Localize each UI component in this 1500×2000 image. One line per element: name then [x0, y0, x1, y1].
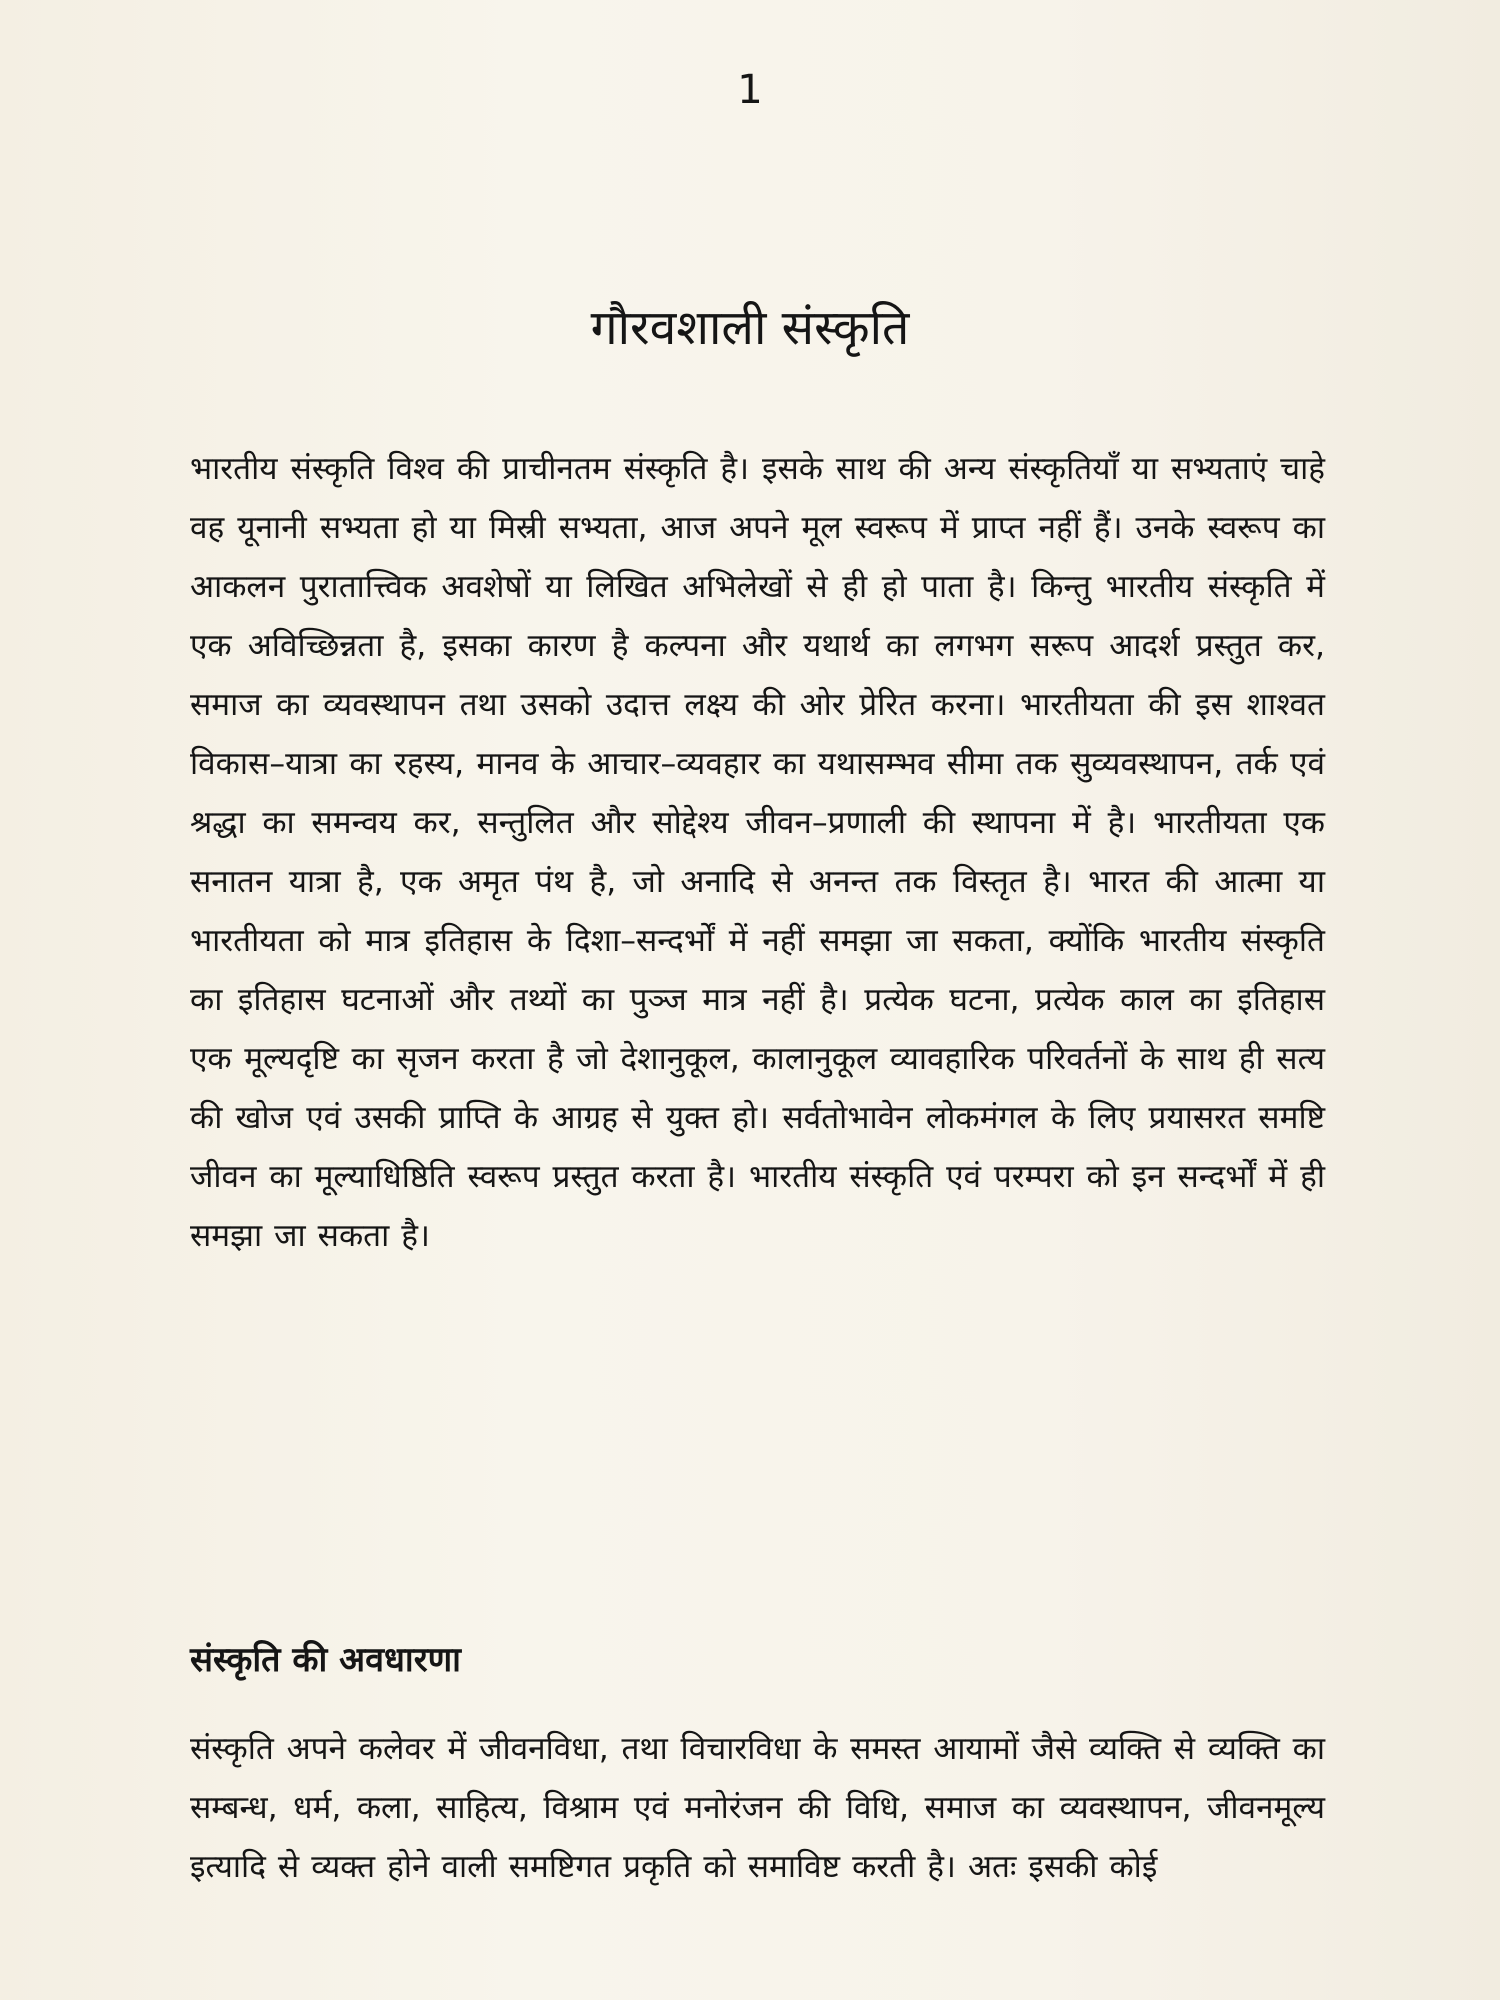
- section-heading: संस्कृति की अवधारणा: [190, 1640, 461, 1680]
- chapter-number: 1: [737, 67, 763, 113]
- body-paragraph-1: भारतीय संस्कृति विश्व की प्राचीनतम संस्कृति है। इसके साथ की अन्य संस्कृतियाँ या सभ्यताएं चाहे वह यूनानी सभ्यता हो या मिस्री सभ्यता, आज अपने मूल स्वरूप में प्राप्त नहीं हैं। उनके स्वरूप का आकलन पुरातात्त्विक अवशेषों या लिखित अभिलेखों से ही हो पाता है। किन्तु भारतीय संस्कृति में एक अविच्छिन्नता है, इसका कारण है कल्पना और यथार्थ का लगभग सरूप आदर्श प्रस्तुत कर, समाज का व्यवस्थापन तथा उसको उदात्त लक्ष्य की ओर प्रेरित करना। भारतीयता की इस शाश्वत विकास–यात्रा का रहस्य, मानव के आचार–व्यवहार का यथासम्भव सीमा तक सुव्यवस्थापन, तर्क एवं श्रद्धा का समन्वय कर, सन्तुलित और सोद्देश्य जीवन–प्रणाली की स्थापना में है। भारतीयता एक सनातन यात्रा है, एक अमृत पंथ है, जो अनादि से अनन्त तक विस्तृत है। भारत की आत्मा या भारतीयता को मात्र इतिहास के दिशा–सन्दर्भों में नहीं समझा जा सकता, क्योंकि भारतीय संस्कृति का इतिहास घटनाओं और तथ्यों का पुञ्ज मात्र नहीं है। प्रत्येक घटना, प्रत्येक काल का इतिहास एक मूल्यदृष्टि का सृजन करता है जो देशानुकूल, कालानुकूल व्यावहारिक परिवर्तनों के साथ ही सत्य की खोज एवं उसकी प्राप्ति के आग्रह से युक्त हो। सर्वतोभावेन लोकमंगल के लिए प्रयासरत समष्टि जीवन का मूल्याधिष्ठिति स्वरूप प्रस्तुत करता है। भारतीय संस्कृति एवं परम्परा को इन सन्दर्भों में ही समझा जा सकता है।: [190, 451, 1325, 1254]
- chapter-title: गौरवशाली संस्कृति: [590, 300, 910, 356]
- body-paragraph-2: संस्कृति अपने कलेवर में जीवनविधा, तथा विचारविधा के समस्त आयामों जैसे व्यक्ति से व्यक्ति का सम्बन्ध, धर्म, कला, साहित्य, विश्राम एवं मनोरंजन की विधि, समाज का व्यवस्थापन, जीवनमूल्य इत्यादि से व्यक्त होने वाली समष्टिगत प्रकृति को समाविष्ट करती है। अतः इसकी कोई: [190, 1731, 1325, 1885]
